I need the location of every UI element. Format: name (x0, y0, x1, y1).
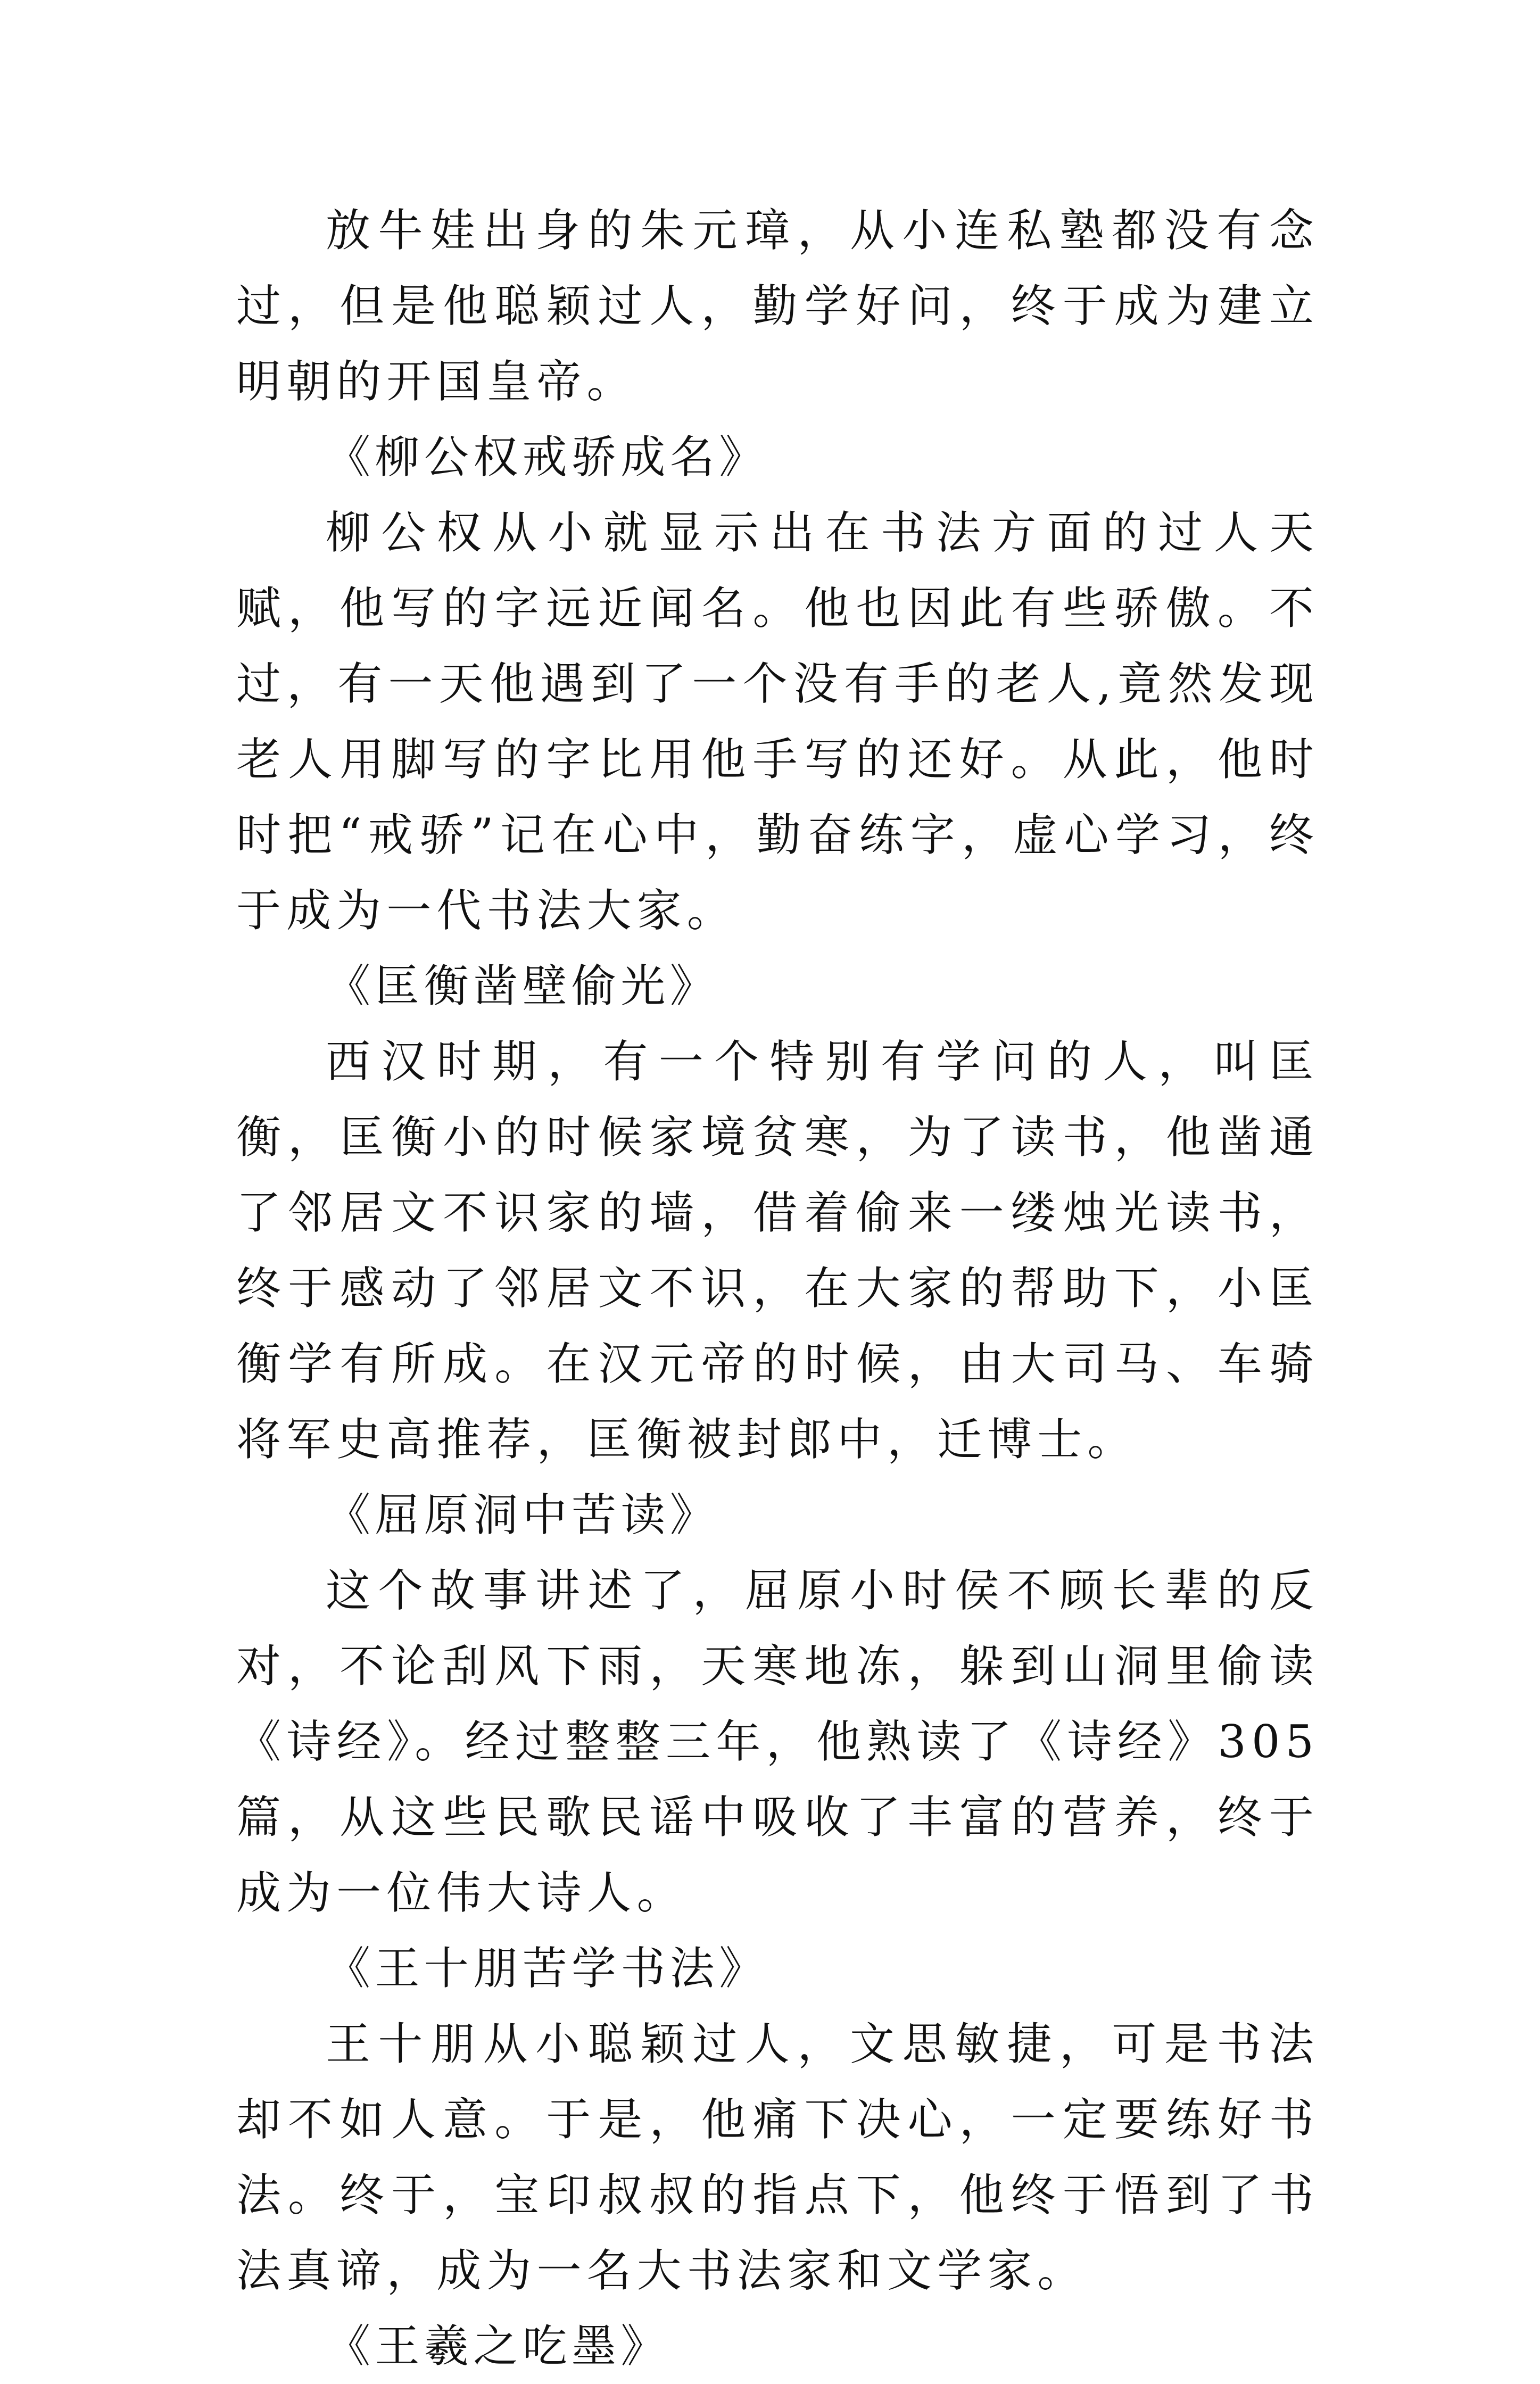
heading-wang-shipeng: 《王十朋苦学书法》 (326, 1942, 768, 1994)
heading-liu-gongquan: 《柳公权戒骄成名》 (326, 431, 768, 483)
paragraph-zhu-yuanzhang: 放牛娃出身的朱元璋，从小连私塾都没有念过，但是他聪颖过人，勤学好问，终于成为建立明朝的开国皇帝。 (236, 204, 1319, 408)
heading-wang-xizhi: 《王羲之吃墨》 (326, 2320, 670, 2372)
paragraph-liu-gongquan: 柳公权从小就显示出在书法方面的过人天赋，他写的字远近闻名。他也因此有些骄傲。不过，有一天他遇到了一个没有手的老人,竟然发现老人用脚写的字比用他手写的还好。从此，他时时把“戒骄”记在心中，勤奋练字，虚心学习，终于成为一代书法大家。 (236, 507, 1319, 937)
heading-kuang-heng: 《匡衡凿壁偷光》 (326, 960, 719, 1012)
paragraph-wang-shipeng: 王十朋从小聪颖过人，文思敏捷，可是书法却不如人意。于是，他痛下决心，一定要练好书法。终于，宝印叔叔的指点下，他终于悟到了书法真谛，成为一名大书法家和文学家。 (236, 2018, 1319, 2297)
heading-qu-yuan: 《屈原洞中苦读》 (326, 1489, 719, 1541)
document-body (236, 193, 1319, 2384)
paragraph-qu-yuan: 这个故事讲述了，屈原小时侯不顾长辈的反对，不论刮风下雨，天寒地冻，躲到山洞里偷读《诗经》。经过整整三年，他熟读了《诗经》305篇，从这些民歌民谣中吸收了丰富的营养，终于成为一位伟大诗人。 (236, 1564, 1319, 1919)
paragraph-kuang-heng: 西汉时期，有一个特别有学问的人，叫匡衡，匡衡小的时候家境贫寒，为了读书，他凿通了邻居文不识家的墙，借着偷来一缕烛光读书，终于感动了邻居文不识，在大家的帮助下，小匡衡学有所成。在汉元帝的时候，由大司马、车骑将军史高推荐，匡衡被封郎中，迁博士。 (236, 1036, 1319, 1466)
